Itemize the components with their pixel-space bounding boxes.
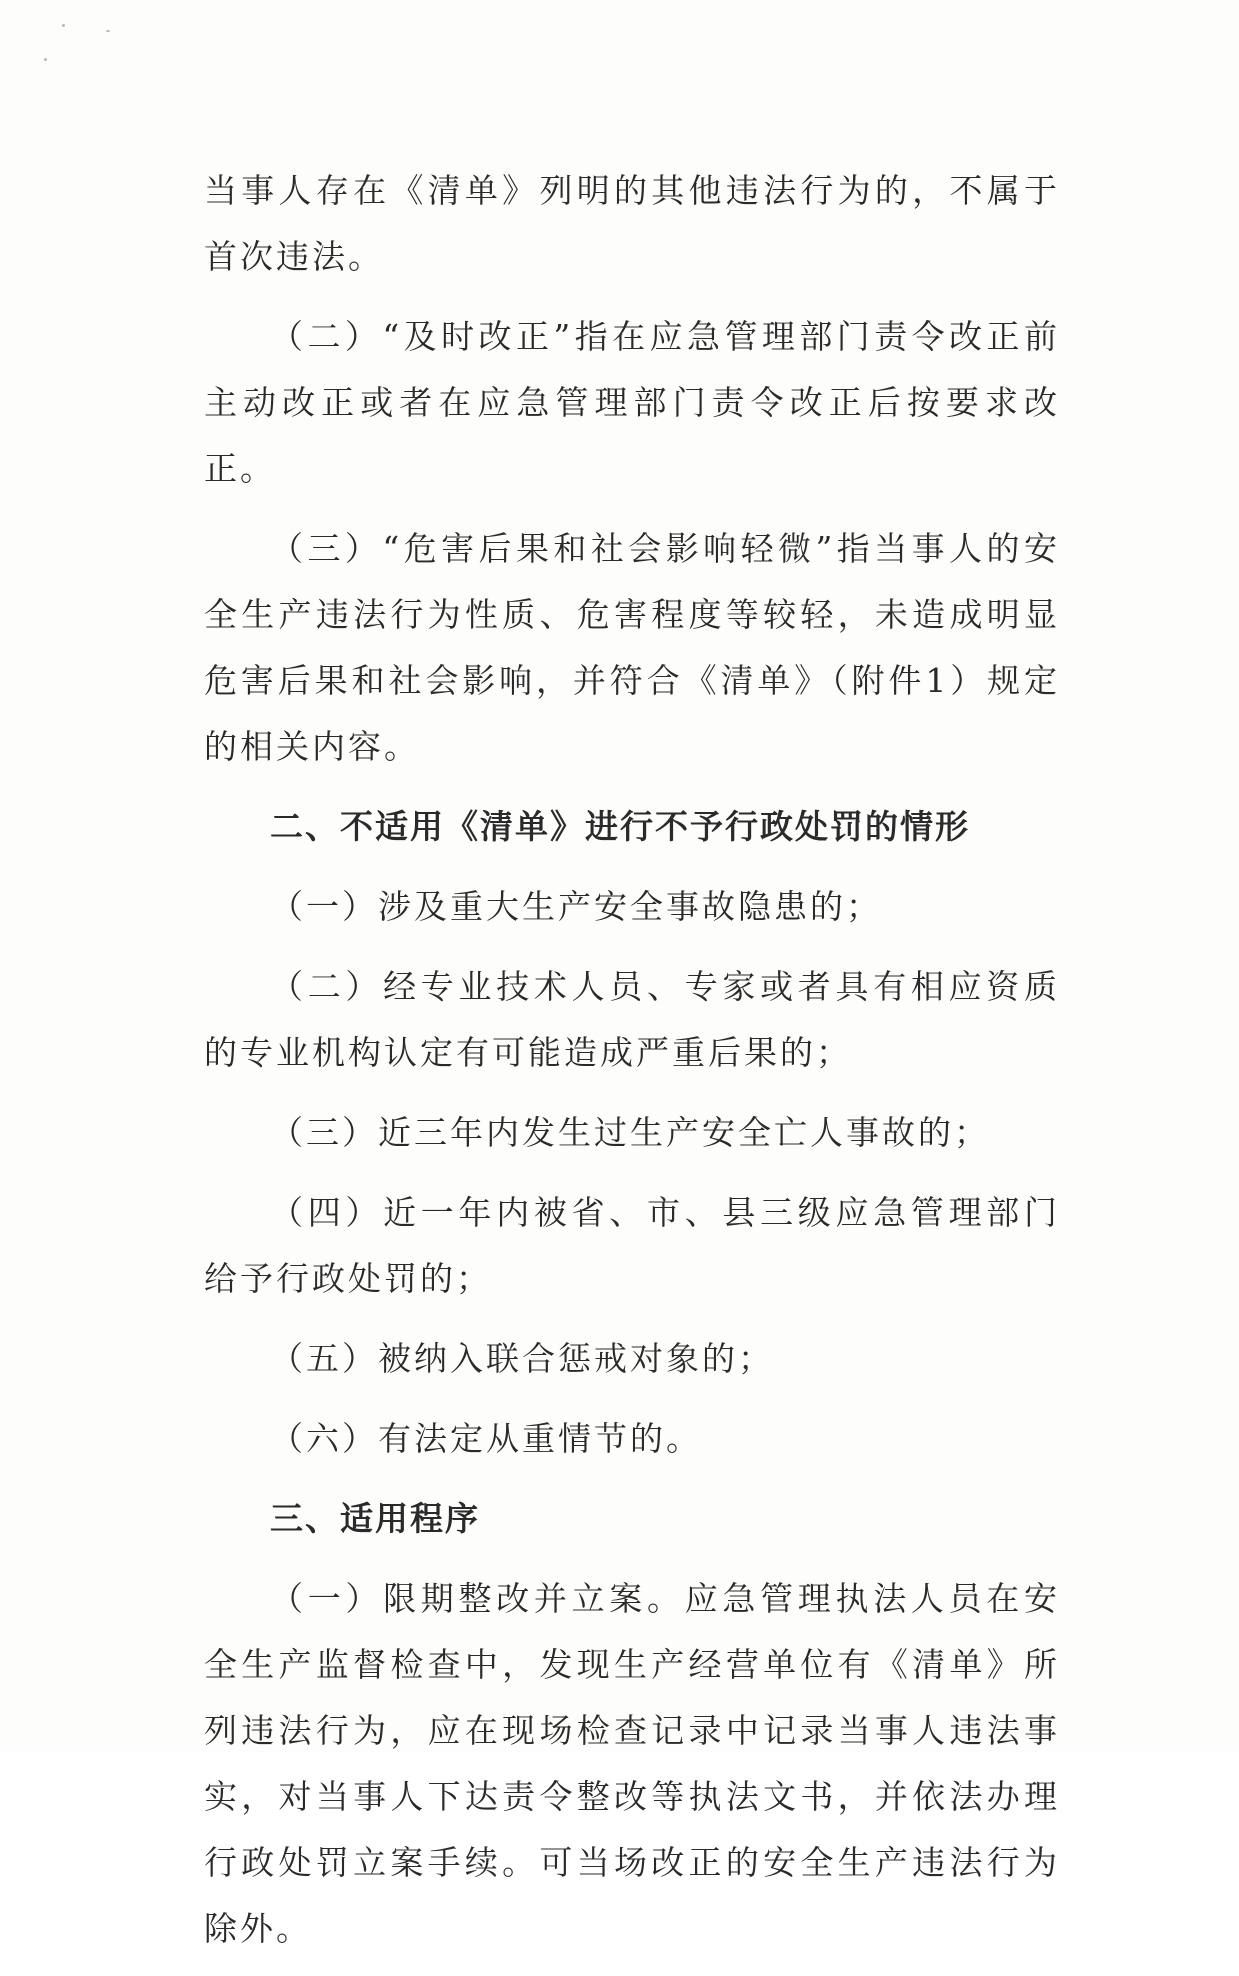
paragraph-minor-consequences: （三）“危害后果和社会影响轻微”指当事人的安全生产违法行为性质、危害程度等较轻，未造成明显危害后果和社会影响，并符合《清单》（附件1）规定的相关内容。	[204, 529, 1060, 766]
list-item-aggravating-circumstances: （六）有法定从重情节的。	[270, 1419, 702, 1458]
section-heading-not-applicable: 二、不适用《清单》进行不予行政处罚的情形	[270, 807, 970, 846]
list-item-expert-assessment: （二）经专业技术人员、专家或者具有相应资质的专业机构认定有可能造成严重后果的；	[204, 967, 1060, 1072]
scan-speck	[44, 58, 47, 61]
paragraph-continuation: 当事人存在《清单》列明的其他违法行为的，不属于首次违法。	[204, 171, 1060, 276]
section-heading-procedure: 三、适用程序	[270, 1499, 480, 1538]
list-item-joint-punishment: （五）被纳入联合惩戒对象的；	[270, 1339, 774, 1378]
paragraph-timely-correction: （二）“及时改正”指在应急管理部门责令改正前主动改正或者在应急管理部门责令改正后按要求改正。	[204, 317, 1060, 488]
scan-speck	[62, 24, 65, 27]
paragraph-rectification-filing: （一）限期整改并立案。应急管理执法人员在安全生产监督检查中，发现生产经营单位有《清单》所列违法行为，应在现场检查记录中记录当事人违法事实，对当事人下达责令整改等执法文书，并依法办理行政处罚立案手续。可当场改正的安全生产违法行为除外。	[204, 1579, 1060, 1948]
list-item-fatal-accident: （三）近三年内发生过生产安全亡人事故的；	[270, 1113, 990, 1152]
list-item-prior-penalty: （四）近一年内被省、市、县三级应急管理部门给予行政处罚的；	[204, 1193, 1060, 1298]
document-body	[204, 158, 1060, 1976]
list-item-major-hazard: （一）涉及重大生产安全事故隐患的；	[270, 887, 882, 926]
scan-speck	[106, 30, 110, 32]
